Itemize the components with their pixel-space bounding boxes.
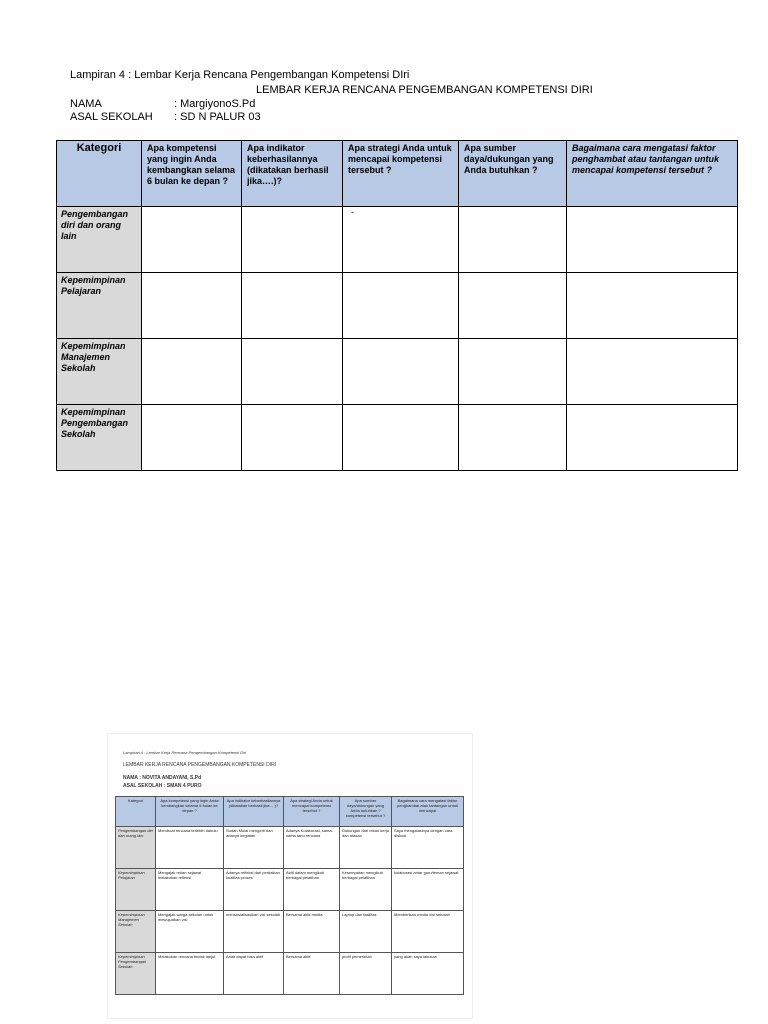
table-cell — [142, 405, 242, 471]
document-subtitle: Lampiran 4 : Lembar Kerja Rencana Pengembangan Kompetensi DIri — [70, 69, 410, 81]
example-worksheet-image — [107, 733, 473, 1019]
thumb-cell: Membuat rencana terlebih dahulu — [156, 827, 224, 869]
row-category: Kepemimpinan Manajemen Sekolah — [57, 339, 142, 405]
thumb-cell: Bersama aktif media — [284, 911, 340, 953]
table-cell — [567, 339, 738, 405]
column-header-kategori: Kategori — [57, 141, 142, 207]
table-cell — [242, 339, 343, 405]
column-header-strategi: Apa strategi Anda untuk mencapai kompetensi tersebut ? — [343, 141, 459, 207]
table-cell — [567, 405, 738, 471]
field-label-nama: NAMA — [70, 98, 102, 110]
table-row — [57, 405, 738, 471]
thumb-col-header: Apa sumber daya/dukungan yang Anda butuhkan ? kompetensi tersebut ? — [340, 797, 392, 827]
thumb-cell: profil pemerintah — [340, 953, 392, 995]
thumb-row — [116, 827, 464, 869]
table-cell — [459, 339, 567, 405]
thumb-subtitle: Lampiran 4 : Lembar Kerja Rencana Pengembangan Kompetensi Diri — [123, 750, 247, 755]
thumb-col-header: Bagaimana cara mengatasi faktor penghambat atau tantangan untuk mencapai — [392, 797, 464, 827]
thumb-cell: kolaborasi antar guru/teman sejawat — [392, 869, 464, 911]
thumb-row — [116, 953, 464, 995]
row-category: Kepemimpinan Pengembangan Sekolah — [57, 405, 142, 471]
field-value-nama: : MargiyonoS.Pd — [174, 98, 256, 110]
thumb-cell: Adanya refleksi dari perbaikan kualitas proses — [224, 869, 284, 911]
thumb-cell: Adanya Kolaborasi, sama-sama tahu rencana — [284, 827, 340, 869]
table-cell — [459, 405, 567, 471]
thumb-table — [115, 796, 464, 995]
thumb-cell: Sudah Mulai mengerti dan adanya kegiatan — [224, 827, 284, 869]
row-category: Kepemimpinan Pelajaran — [57, 273, 142, 339]
thumb-cell: Mengajak rekan sejawat melakukan refleksi — [156, 869, 224, 911]
table-row — [57, 207, 738, 273]
table-cell — [459, 273, 567, 339]
table-cell — [459, 207, 567, 273]
thumb-cell: yang akan saya lakukan — [392, 953, 464, 995]
column-header-cara-mengatasi: Bagaimana cara mengatasi faktor penghambat atau tantangan untuk mencapai kompetensi tersebut ? — [567, 141, 738, 207]
column-header-sumber-daya: Apa sumber daya/dukungan yang Anda butuhkan ? — [459, 141, 567, 207]
thumb-col-header: Apa indikator keberhasilannya (dikatakan berhasil jika….)? — [224, 797, 284, 827]
document-title: LEMBAR KERJA RENCANA PENGEMBANGAN KOMPETENSI DIRI — [256, 84, 593, 96]
thumb-row — [116, 869, 464, 911]
thumb-cell: Mengajak warga sekolah untuk mewujudkan visi — [156, 911, 224, 953]
table-cell — [242, 273, 343, 339]
table-row — [57, 273, 738, 339]
thumb-cell: Aktif dalam mengikuti berbagai pelatihan — [284, 869, 340, 911]
competency-plan-table — [56, 140, 738, 471]
table-cell — [343, 405, 459, 471]
thumb-cell: Saya mengatasinya dengan cara diskusi — [392, 827, 464, 869]
thumb-cell: Kesempatan mengikuti berbagai pelatihan — [340, 869, 392, 911]
thumb-category: Pengembangan diri dan orang lain — [116, 827, 156, 869]
field-value-sekolah: : SD N PALUR 03 — [174, 111, 261, 123]
thumb-cell: mensosialisasikan visi sekolah — [224, 911, 284, 953]
thumb-sekolah: ASAL SEKOLAH : SMAN 4 PURO — [123, 783, 202, 789]
table-cell — [567, 207, 738, 273]
table-cell — [242, 405, 343, 471]
thumb-cell: Melakukan rencana tindak lanjut — [156, 953, 224, 995]
thumb-category: Kepemimpinan Manajemen Sekolah — [116, 911, 156, 953]
table-header-row — [57, 141, 738, 207]
thumb-cell: Laptop dan fasilitas — [340, 911, 392, 953]
thumb-col-header: Apa kompetensi yang ingin Anda kembangkan selama 6 bulan ke depan ? — [156, 797, 224, 827]
table-cell — [242, 207, 343, 273]
thumb-category: Kepemimpinan Pengembangan Sekolah — [116, 953, 156, 995]
table-cell — [567, 273, 738, 339]
table-cell — [343, 339, 459, 405]
field-label-sekolah: ASAL SEKOLAH — [70, 111, 153, 123]
thumb-col-header: Kategori — [116, 797, 156, 827]
column-header-indikator: Apa indikator keberhasilannya (dikatakan berhasil jika….)? — [242, 141, 343, 207]
thumb-title: LEMBAR KERJA RENCANA PENGEMBANGAN KOMPETENSI DIRI — [123, 762, 277, 768]
table-cell: - — [343, 207, 459, 273]
table-cell — [142, 207, 242, 273]
thumb-header-row — [116, 797, 464, 827]
table-cell — [343, 273, 459, 339]
table-cell — [142, 273, 242, 339]
thumb-cell: Memberikan media visi sekolah — [392, 911, 464, 953]
thumb-col-header: Apa strategi Anda untuk mencapai kompetensi tersebut ? — [284, 797, 340, 827]
table-cell — [142, 339, 242, 405]
thumb-category: Kepemimpinan Pelajaran — [116, 869, 156, 911]
thumb-nama: NAMA : NOVITA ANDAYANI, S.Pd — [123, 775, 202, 781]
row-category: Pengembangan diri dan orang lain — [57, 207, 142, 273]
table-row — [57, 339, 738, 405]
column-header-kompetensi: Apa kompetensi yang ingin Anda kembangkan selama 6 bulan ke depan ? — [142, 141, 242, 207]
thumb-row — [116, 911, 464, 953]
thumb-cell: Anak dapat bisa aktif — [224, 953, 284, 995]
thumb-cell: Dukungan dari rekan kerja dan atasan — [340, 827, 392, 869]
thumb-cell: Bersama aktif — [284, 953, 340, 995]
